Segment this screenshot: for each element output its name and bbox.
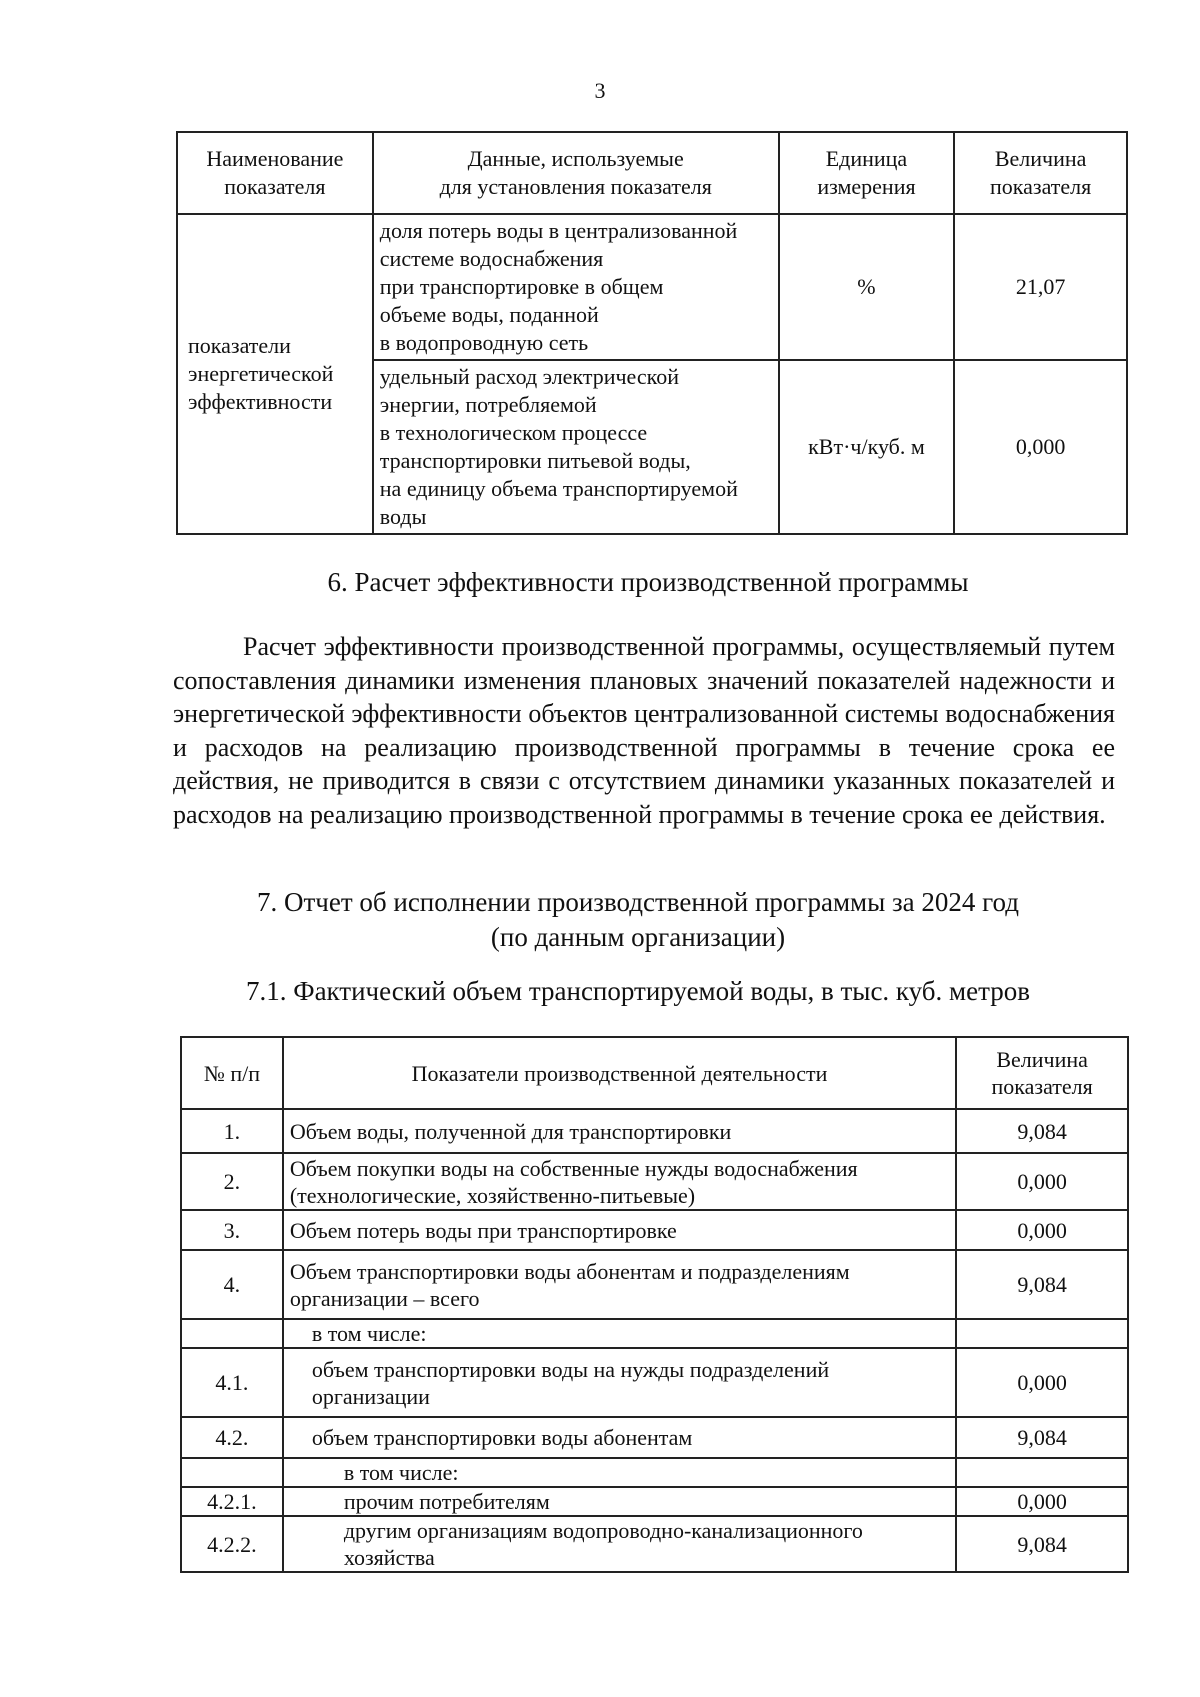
group-name: показатели энергетической эффективности (188, 333, 334, 414)
table-row (181, 1458, 1128, 1487)
row-label: объем транспортировки воды на нужды подразделений организации (283, 1348, 956, 1417)
row-label: в том числе: (283, 1319, 956, 1348)
unit-cell: % (779, 214, 955, 360)
row-label: Объем транспортировки воды абонентам и подразделениям организации – всего (283, 1250, 956, 1319)
row-number: 3. (181, 1210, 283, 1250)
energy-efficiency-table (176, 131, 1128, 535)
table-body (181, 1109, 1128, 1572)
data-text: доля потерь воды в централизованной системе водоснабжения при транспортировке в общем объеме воды, поданной в водопроводную сеть (379, 218, 738, 355)
data-text: удельный расход электрической энергии, потребляемой в технологическом процессе транспортировки питьевой воды, на единицу объема транспортируемой воды (379, 364, 738, 529)
row-value: 9,084 (956, 1417, 1128, 1458)
section-7-heading: 7. Отчет об исполнении производственной программы за 2024 год (по данным организации) (256, 887, 1020, 952)
header-text: Единица измерения (817, 146, 916, 199)
table-header-row (177, 132, 1127, 214)
row-label: другим организациям водопроводно-канализационного хозяйства (283, 1516, 956, 1572)
header-text: Величина показателя (991, 1047, 1093, 1099)
data-cell (373, 360, 779, 534)
row-number: 1. (181, 1109, 283, 1153)
row-number (181, 1319, 283, 1348)
header-indicators: Показатели производственной деятельности (283, 1037, 956, 1109)
row-value: 0,000 (956, 1348, 1128, 1417)
table-row (181, 1417, 1128, 1458)
row-number: 4.2.2. (181, 1516, 283, 1572)
row-value (956, 1319, 1128, 1348)
data-cell (373, 214, 779, 360)
row-label: в том числе: (283, 1458, 956, 1487)
section-6-heading: 6. Расчет эффективности производственной программы (327, 567, 969, 597)
transported-water-table (180, 1036, 1129, 1573)
row-label: Объем покупки воды на собственные нужды водоснабжения (технологические, хозяйственно-питьевые) (283, 1153, 956, 1210)
table-row (177, 214, 1127, 360)
header-data-used (373, 132, 779, 214)
header-text: Величина показателя (990, 146, 1092, 199)
table-row (181, 1250, 1128, 1319)
table-row (181, 1348, 1128, 1417)
row-value (956, 1458, 1128, 1487)
table-row (181, 1516, 1128, 1572)
row-number: 4.2.1. (181, 1487, 283, 1516)
row-value: 0,000 (956, 1153, 1128, 1210)
table-header-row (181, 1037, 1128, 1109)
row-label: Объем воды, полученной для транспортировки (283, 1109, 956, 1153)
header-value (956, 1037, 1128, 1109)
value-cell: 21,07 (954, 214, 1127, 360)
value-cell: 0,000 (954, 360, 1127, 534)
row-label: Объем потерь воды при транспортировке (283, 1210, 956, 1250)
table-row (181, 1153, 1128, 1210)
row-label: объем транспортировки воды абонентам (283, 1417, 956, 1458)
row-number: 4.2. (181, 1417, 283, 1458)
header-indicator-name (177, 132, 373, 214)
unit-cell: кВт·ч/куб. м (779, 360, 955, 534)
header-unit (779, 132, 955, 214)
row-number: 4. (181, 1250, 283, 1319)
page-number: 3 (594, 78, 606, 103)
header-value (954, 132, 1127, 214)
row-label: прочим потребителям (283, 1487, 956, 1516)
header-text: Наименование показателя (206, 146, 344, 199)
row-value: 9,084 (956, 1109, 1128, 1153)
header-number: № п/п (181, 1037, 283, 1109)
table-row (181, 1487, 1128, 1516)
row-number: 2. (181, 1153, 283, 1210)
table-row (181, 1319, 1128, 1348)
group-name-cell (177, 214, 373, 534)
row-number: 4.1. (181, 1348, 283, 1417)
row-value: 9,084 (956, 1250, 1128, 1319)
section-6-paragraph: Расчет эффективности производственной программы, осуществляемый путем сопоставления динамики изменения плановых значений показателей надежности и энергетической эффективности объектов централизованной системы водоснабжения и расходов на реализацию производственной программы в течение срока ее действия, не приводится в связи с отсутствием динамики указанных показателей и расходов на реализацию производственной программы в течение срока ее действия. (173, 632, 1115, 829)
row-number (181, 1458, 283, 1487)
section-7-1-heading: 7.1. Фактический объем транспортируемой воды, в тыс. куб. метров (245, 976, 1030, 1006)
row-value: 9,084 (956, 1516, 1128, 1572)
row-value: 0,000 (956, 1210, 1128, 1250)
row-value: 0,000 (956, 1487, 1128, 1516)
table-row (181, 1109, 1128, 1153)
table-row (181, 1210, 1128, 1250)
header-text: Данные, используемые для установления показателя (439, 146, 712, 199)
